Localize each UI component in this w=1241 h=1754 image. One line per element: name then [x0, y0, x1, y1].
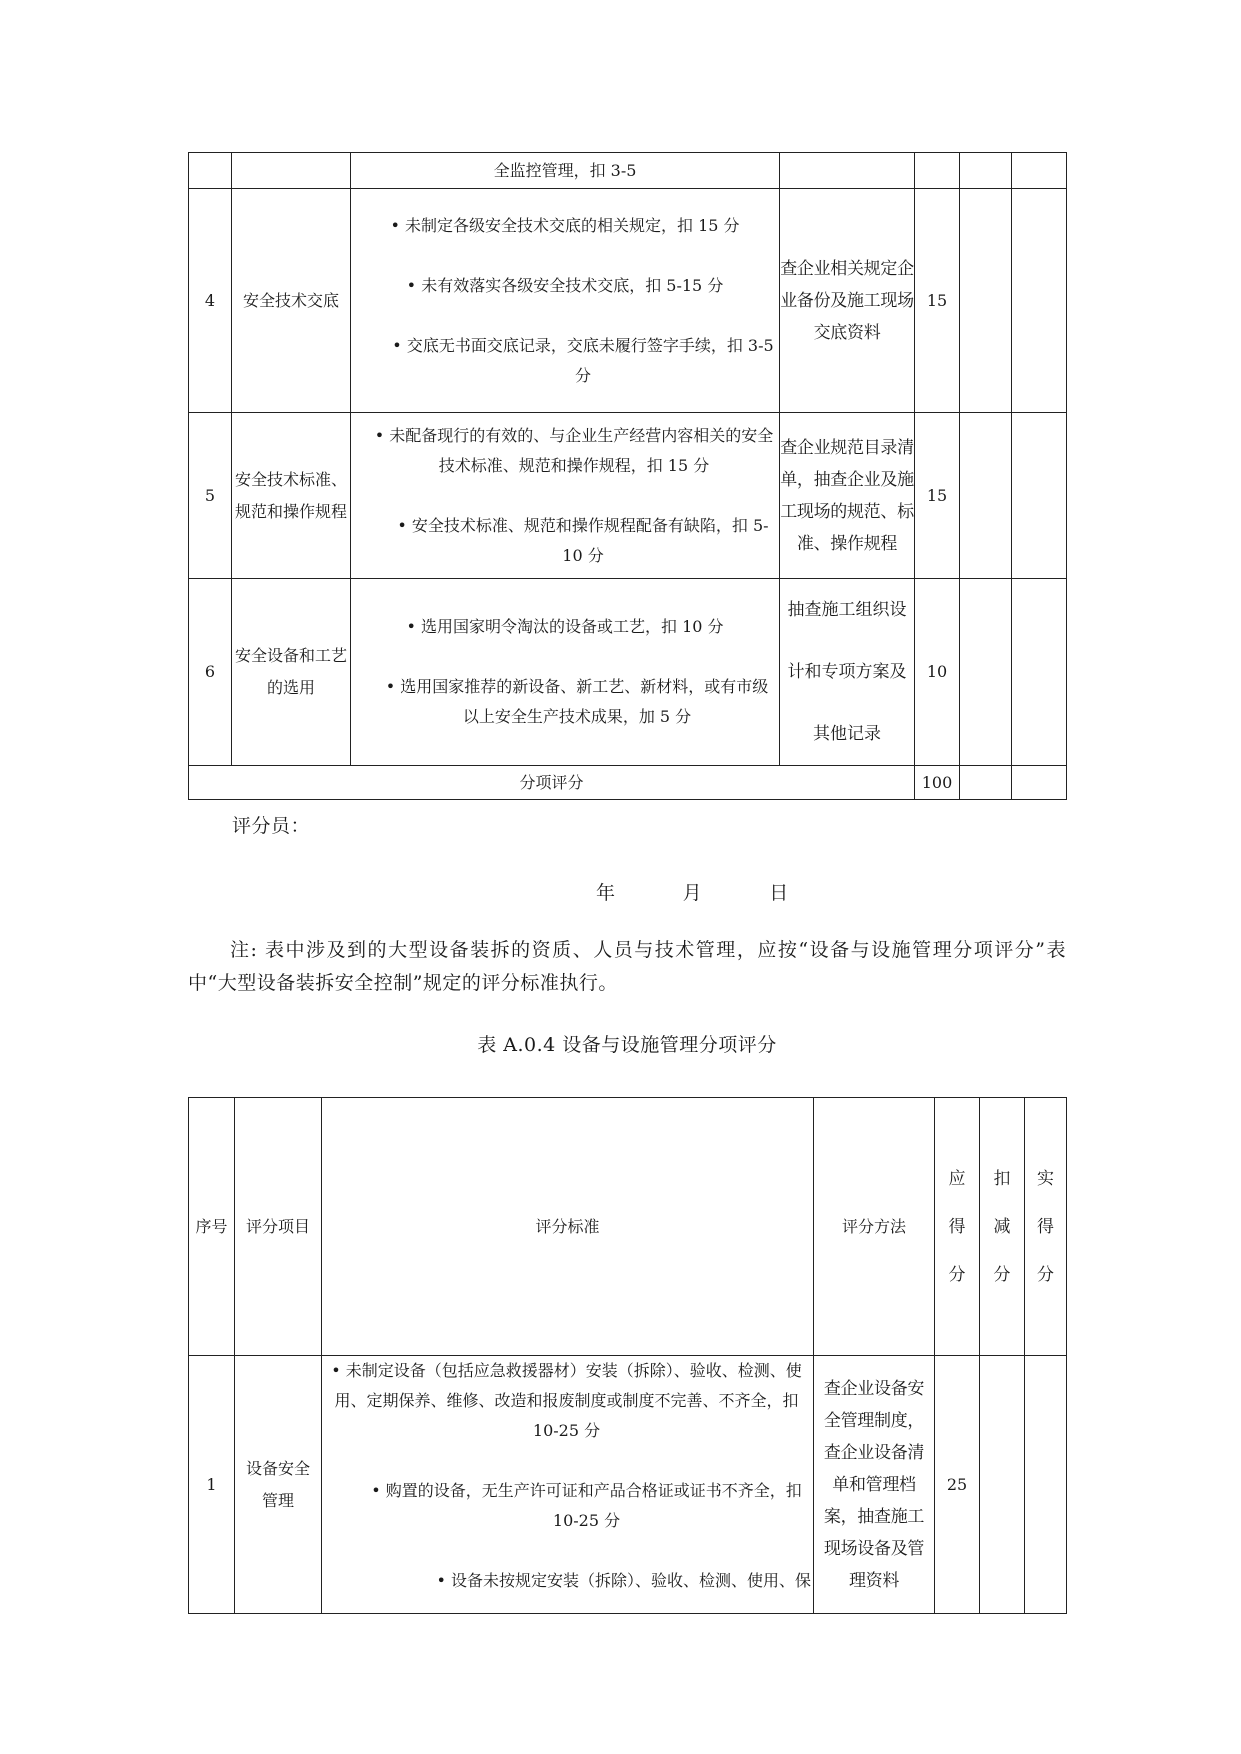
date-year: 年 — [596, 882, 616, 904]
date-line — [596, 878, 789, 905]
header-due-score: 应 得 分 — [935, 1098, 980, 1356]
row-number: 6 — [189, 579, 232, 766]
method-cell: 抽查施工组织设计和专项方案及其他记录 — [780, 579, 915, 766]
header-actual: 实 得 分 — [1025, 1098, 1067, 1356]
table-row — [189, 413, 1067, 579]
criteria-cell — [351, 189, 780, 413]
item-cell: 安全设备和工艺的选用 — [232, 579, 351, 766]
date-day: 日 — [769, 882, 789, 904]
header-no: 序号 — [189, 1098, 235, 1356]
item-cell: 安全技术交底 — [232, 189, 351, 413]
method-cell: 查企业相关规定企业备份及施工现场交底资料 — [780, 189, 915, 413]
table-caption: 表 A.0.4 设备与设施管理分项评分 — [477, 1034, 777, 1056]
row-number: 1 — [189, 1356, 235, 1614]
header-criteria: 评分标准 — [322, 1098, 814, 1356]
item-cell: 安全技术标准、规范和操作规程 — [232, 413, 351, 579]
header-item: 评分项目 — [235, 1098, 322, 1356]
score-cell: 15 — [915, 413, 960, 579]
criteria-line: • 选用国家推荐的新设备、新工艺、新材料，或有市级以上安全生产技术成果，加 5 分 — [385, 677, 769, 726]
table-row — [189, 189, 1067, 413]
criteria-cell — [322, 1356, 814, 1614]
criteria-line: • 安全技术标准、规范和操作规程配备有缺陷，扣 5-10 分 — [397, 515, 769, 565]
equipment-table — [188, 1097, 1067, 1614]
item-cell: 设备安全管理 — [235, 1356, 322, 1614]
row-number: 5 — [189, 413, 232, 579]
criteria-line: • 选用国家明令淘汰的设备或工艺，扣 10 分 — [406, 617, 724, 636]
table-row — [189, 579, 1067, 766]
method-cell: 查企业设备安全管理制度，查企业设备清单和管理档案，抽查施工现场设备及管理资料 — [814, 1356, 935, 1614]
method-cell: 查企业规范目录清单，抽查企业及施工现场的规范、标准、操作规程 — [780, 413, 915, 579]
table-note: 注: 表中涉及到的大型设备装拆的资质、人员与技术管理，应按“设备与设施管理分项评分”表中“大型设备装拆安全控制”规定的评分标准执行。 — [188, 939, 1066, 994]
scorer-label: 评分员： — [232, 815, 311, 837]
header-deduct: 扣 减 分 — [980, 1098, 1025, 1356]
criteria-line: • 未配备现行的有效的、与企业生产经营内容相关的安全技术标准、规范和操作规程，扣 15 分 — [374, 425, 774, 475]
criteria-line: • 购置的设备，无生产许可证和产品合格证或证书不齐全，扣 10-25 分 — [371, 1481, 802, 1530]
safety-tech-table — [188, 152, 1067, 800]
row-number: 4 — [189, 189, 232, 413]
subtotal-label: 分项评分 — [189, 766, 915, 800]
table-row — [189, 153, 1067, 189]
score-cell: 10 — [915, 579, 960, 766]
criteria-cell: 全监控管理，扣 3-5 — [351, 153, 780, 189]
table-row — [189, 1356, 1067, 1614]
subtotal-value: 100 — [915, 766, 960, 800]
criteria-cell — [351, 579, 780, 766]
criteria-line: • 未制定各级安全技术交底的相关规定，扣 15 分 — [390, 215, 740, 235]
score-cell: 25 — [935, 1356, 980, 1614]
criteria-line: • 交底无书面交底记录，交底未履行签字手续，扣 3-5 分 — [392, 335, 774, 385]
table-header-row — [189, 1098, 1067, 1356]
criteria-cell — [351, 413, 780, 579]
score-cell: 15 — [915, 189, 960, 413]
date-month: 月 — [682, 882, 703, 904]
criteria-line: • 未有效落实各级安全技术交底，扣 5-15 分 — [406, 275, 724, 295]
subtotal-row — [189, 766, 1067, 800]
criteria-line: • 设备未按规定安装（拆除）、验收、检测、使用、保 — [436, 1571, 811, 1590]
header-method: 评分方法 — [814, 1098, 935, 1356]
criteria-line: • 未制定设备（包括应急救援器材）安装（拆除）、验收、检测、使用、定期保养、维修、改造和报废制度或制度不完善、不齐全，扣 10-25 分 — [331, 1361, 802, 1440]
